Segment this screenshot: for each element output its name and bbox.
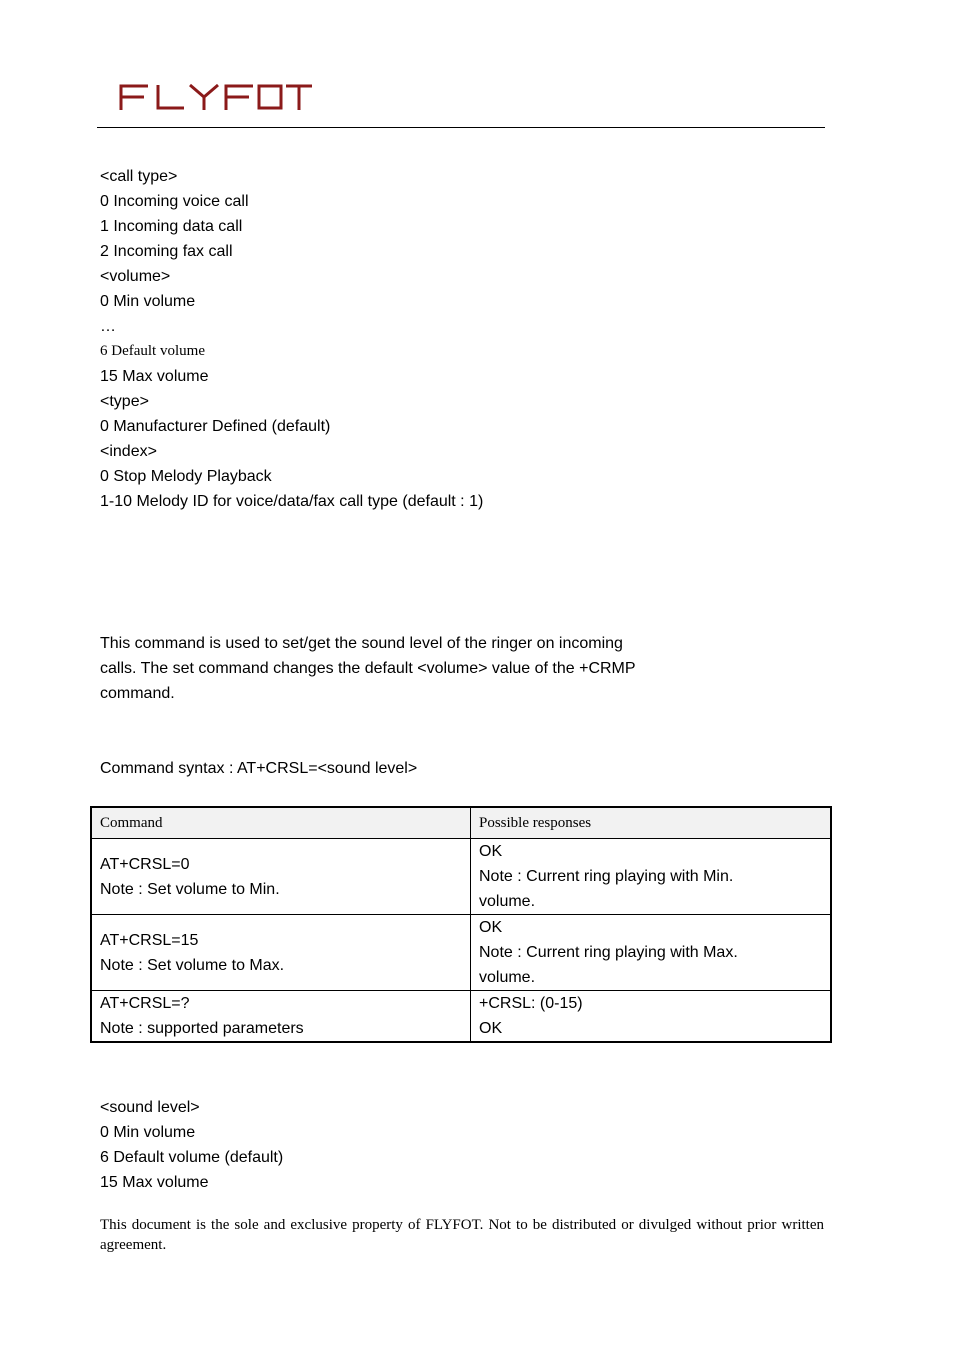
command-text: AT+CRSL=0 [100,855,190,873]
description-line: This command is used to set/get the sound level of the ringer on incoming [100,635,623,652]
param-line: 15 Max volume [100,1174,209,1191]
response-cell [471,839,832,915]
param-line: 2 Incoming fax call [100,243,233,260]
response-text: OK [479,919,503,936]
header-divider [97,127,825,128]
param-line: <type> [100,393,149,410]
command-text: AT+CRSL=? [100,995,190,1012]
response-note: volume. [479,969,536,986]
footer-notice: This document is the sole and exclusive property of FLYFOT. Not to be distributed or divulged without prior written agreement. [100,1217,824,1253]
command-cell [91,915,471,991]
command-syntax: Command syntax : AT+CRSL=<sound level> [100,760,418,777]
param-line: <sound level> [100,1099,200,1116]
table-row [91,915,831,991]
param-line: 0 Stop Melody Playback [100,468,272,485]
param-line: 0 Manufacturer Defined (default) [100,418,331,435]
command-note: Note : supported parameters [100,1020,304,1037]
command-cell [91,839,471,915]
command-table [90,806,832,1043]
command-note: Note : Set volume to Max. [100,956,285,974]
param-line: 0 Min volume [100,1124,196,1141]
command-note: Note : Set volume to Min. [100,880,280,898]
flyfot-logo [118,82,314,112]
response-cell [471,991,832,1043]
param-line: 6 Default volume (default) [100,1149,284,1166]
table-header-row [91,807,831,839]
param-line: … [100,318,116,335]
response-text: +CRSL: (0-15) [479,995,583,1012]
param-line: 0 Incoming voice call [100,193,249,210]
command-cell [91,991,471,1043]
param-line: 1-10 Melody ID for voice/data/fax call type (default : 1) [100,493,484,510]
command-text: AT+CRSL=15 [100,931,199,949]
param-line: 1 Incoming data call [100,218,243,235]
description-line: calls. The set command changes the default <volume> value of the +CRMP [100,660,636,677]
param-line: <volume> [100,268,171,285]
response-note: Note : Current ring playing with Min. [479,868,734,885]
response-cell [471,915,832,991]
table-row [91,991,831,1043]
param-line: <call type> [100,168,178,185]
column-header-responses: Possible responses [471,807,832,839]
param-line: <index> [100,443,157,460]
table-row [91,839,831,915]
description-line: command. [100,685,175,702]
response-text: OK [479,843,503,860]
column-header-command: Command [91,807,471,839]
response-note: Note : Current ring playing with Max. [479,944,738,961]
param-line: 15 Max volume [100,368,209,385]
response-text: OK [479,1020,503,1037]
response-note: volume. [479,893,536,910]
param-line: 6 Default volume [100,343,205,359]
command-description [100,631,700,706]
param-line: 0 Min volume [100,293,196,310]
